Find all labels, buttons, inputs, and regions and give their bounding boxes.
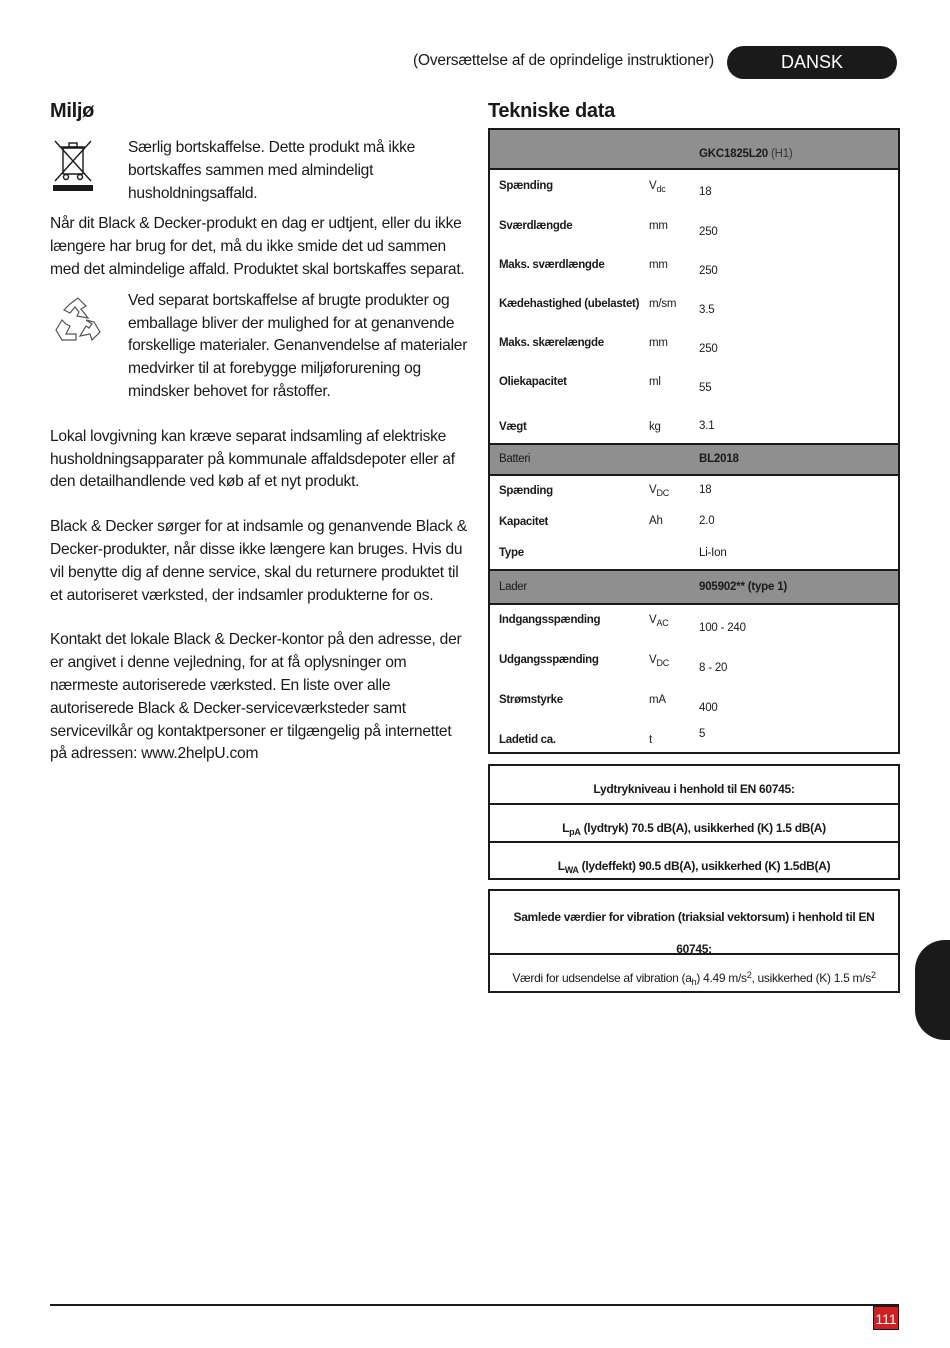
row-label: Vægt — [499, 421, 527, 433]
model-note: (H1) — [770, 148, 793, 160]
vibration-table — [488, 889, 900, 993]
row-label: Maks. skærelængde — [499, 337, 604, 349]
row-value: 3.1 — [699, 420, 715, 432]
recycle-text: Ved separat bortskaffelse af brugte produkter og emballage bliver der mulighed for at genanvende forskellige materialer. Genanvendelse af materialer medvirker til at forebygge miljøforurening og mindsker behovet for råstoffer. — [128, 291, 468, 400]
table-row — [490, 209, 898, 248]
sound-title: Lydtrykniveau i henhold til EN 60745: — [490, 766, 898, 805]
table-row — [490, 287, 898, 326]
row-label: Type — [499, 547, 524, 559]
table-row — [490, 476, 898, 507]
environment-section — [50, 100, 470, 766]
weee-text: Særlig bortskaffelse. Dette produkt må ikke bortskaffes sammen med almindeligt husholdningsaffald. — [128, 139, 416, 202]
row-unit: $V_{DC}$ — [649, 654, 670, 668]
translation-note: (Oversættelse af de oprindelige instruktioner) — [413, 52, 714, 69]
row-label: Strømstyrke — [499, 694, 563, 706]
row-unit: mm — [649, 337, 668, 349]
row-label: Maks. sværdlængde — [499, 259, 605, 271]
disposal-paragraph: Når dit Black & Decker-produkt en dag er udtjent, eller du ikke længere har brug for det, må du ikke smide det ud sammen med det almindelige affald. Produktet skal bortskaffes separat. — [50, 215, 465, 278]
row-label: Udgangsspænding — [499, 654, 599, 666]
row-value: 8 - 20 — [699, 662, 728, 674]
row-unit: m/sm — [649, 298, 677, 310]
sound-table — [488, 764, 900, 880]
charger-header-row — [490, 569, 898, 605]
battery-header-row — [490, 443, 898, 476]
contact-paragraph: Kontakt det lokale Black & Decker-kontor på den adresse, der er angivet i denne vejledning, for at få oplysninger om nærmeste autoriserede værksted. En liste over alle autoriserede Black & Decker-serviceværksteder samt servicevilkår og kontaktpersoner er tilgængelig på internettet på adressen: www.2helpU.com — [50, 631, 462, 763]
battery-spec-rows — [490, 476, 898, 569]
recycle-icon — [50, 290, 128, 404]
crossed-out-wheelie-bin-icon — [50, 137, 128, 205]
row-value: 18 — [699, 484, 712, 496]
row-unit: kg — [649, 421, 661, 433]
row-label: Kapacitet — [499, 516, 549, 528]
row-unit: mm — [649, 259, 668, 271]
charger-spec-rows — [490, 605, 898, 755]
row-value: 3.5 — [699, 304, 715, 316]
table-row — [490, 365, 898, 404]
table-row — [490, 722, 898, 755]
row-unit: $V_{dc}$ — [649, 180, 666, 194]
charger-label: Lader — [499, 581, 527, 593]
row-value: 5 — [699, 728, 706, 740]
technical-data-table — [488, 128, 900, 754]
table-row — [490, 645, 898, 685]
legislation-paragraph: Lokal lovgivning kan kræve separat indsamling af elektriske husholdningsapparater på kommunale affaldsdepoter eller af den detailhandlende ved køb af et nyt produkt. — [50, 427, 455, 491]
row-unit: Ah — [649, 515, 663, 527]
row-value: 250 — [699, 226, 718, 238]
row-value: Li-Ion — [699, 547, 727, 559]
table-row — [490, 507, 898, 538]
technical-data-heading: Tekniske data — [488, 100, 615, 122]
tool-spec-rows — [490, 170, 898, 443]
table-row — [490, 605, 898, 645]
row-value: 18 — [699, 186, 712, 198]
row-label: Sværdlængde — [499, 220, 573, 232]
row-value: 100 - 240 — [699, 622, 746, 634]
language-badge: DANSK — [727, 46, 897, 79]
battery-model: BL2018 — [699, 453, 739, 465]
sound-power-row: $L_{WA}$ (lydeffekt) 90.5 dB(A), usikkerhed (K) 1.5dB(A) — [557, 859, 831, 875]
section-edge-tab — [915, 940, 950, 1040]
vibration-value-row: Værdi for udsendelse af vibration $(a_h)$ 4.49 $m/s^2$, usikkerhed (K) 1.5 $m/s^2$ — [512, 970, 876, 987]
row-label: Spænding — [499, 485, 553, 497]
row-value: 250 — [699, 343, 718, 355]
vibration-title: Samlede værdier for vibration (triaksial vektorsum) i henhold til EN 60745: — [490, 891, 898, 955]
row-unit: mA — [649, 694, 666, 706]
row-label: Indgangsspænding — [499, 614, 601, 626]
row-unit: mm — [649, 220, 668, 232]
row-label: Ladetid ca. — [499, 734, 556, 746]
battery-label: Batteri — [499, 453, 531, 465]
table-row — [490, 404, 898, 443]
footer-divider — [50, 1304, 899, 1306]
row-label: Kædehastighed (ubelastet) — [499, 298, 640, 310]
table-row — [490, 685, 898, 722]
row-value: 2.0 — [699, 515, 715, 527]
table-row — [490, 538, 898, 569]
row-label: Spænding — [499, 180, 553, 192]
charger-model: 905902** (type 1) — [699, 581, 788, 593]
page-number: 111 — [873, 1306, 899, 1330]
table-row — [490, 248, 898, 287]
model-name: GKC1825L20 — [699, 148, 768, 160]
row-unit: $V_{AC}$ — [649, 614, 669, 628]
recycle-block — [50, 290, 470, 404]
environment-heading: Miljø — [50, 100, 95, 122]
row-value: 250 — [699, 265, 718, 277]
row-unit: t — [649, 734, 652, 746]
model-header-row — [490, 130, 898, 170]
row-value: 400 — [699, 702, 718, 714]
sound-pressure-row: $L_{pA}$ (lydtryk) 70.5 dB(A), usikkerhed (K) 1.5 dB(A) — [490, 805, 898, 843]
row-value: 55 — [699, 382, 712, 394]
row-label: Oliekapacitet — [499, 376, 567, 388]
weee-block — [50, 137, 470, 205]
collection-paragraph: Black & Decker sørger for at indsamle og genanvende Black & Decker-produkter, når disse ikke længere kan bruges. Hvis du vil benytte dig af denne service, skal du returnere produktet til et autoriseret værksted, der indsamler produkterne for os. — [50, 518, 467, 604]
row-unit: $V_{DC}$ — [649, 484, 670, 498]
table-row — [490, 170, 898, 209]
row-unit: ml — [649, 376, 661, 388]
table-row — [490, 326, 898, 365]
